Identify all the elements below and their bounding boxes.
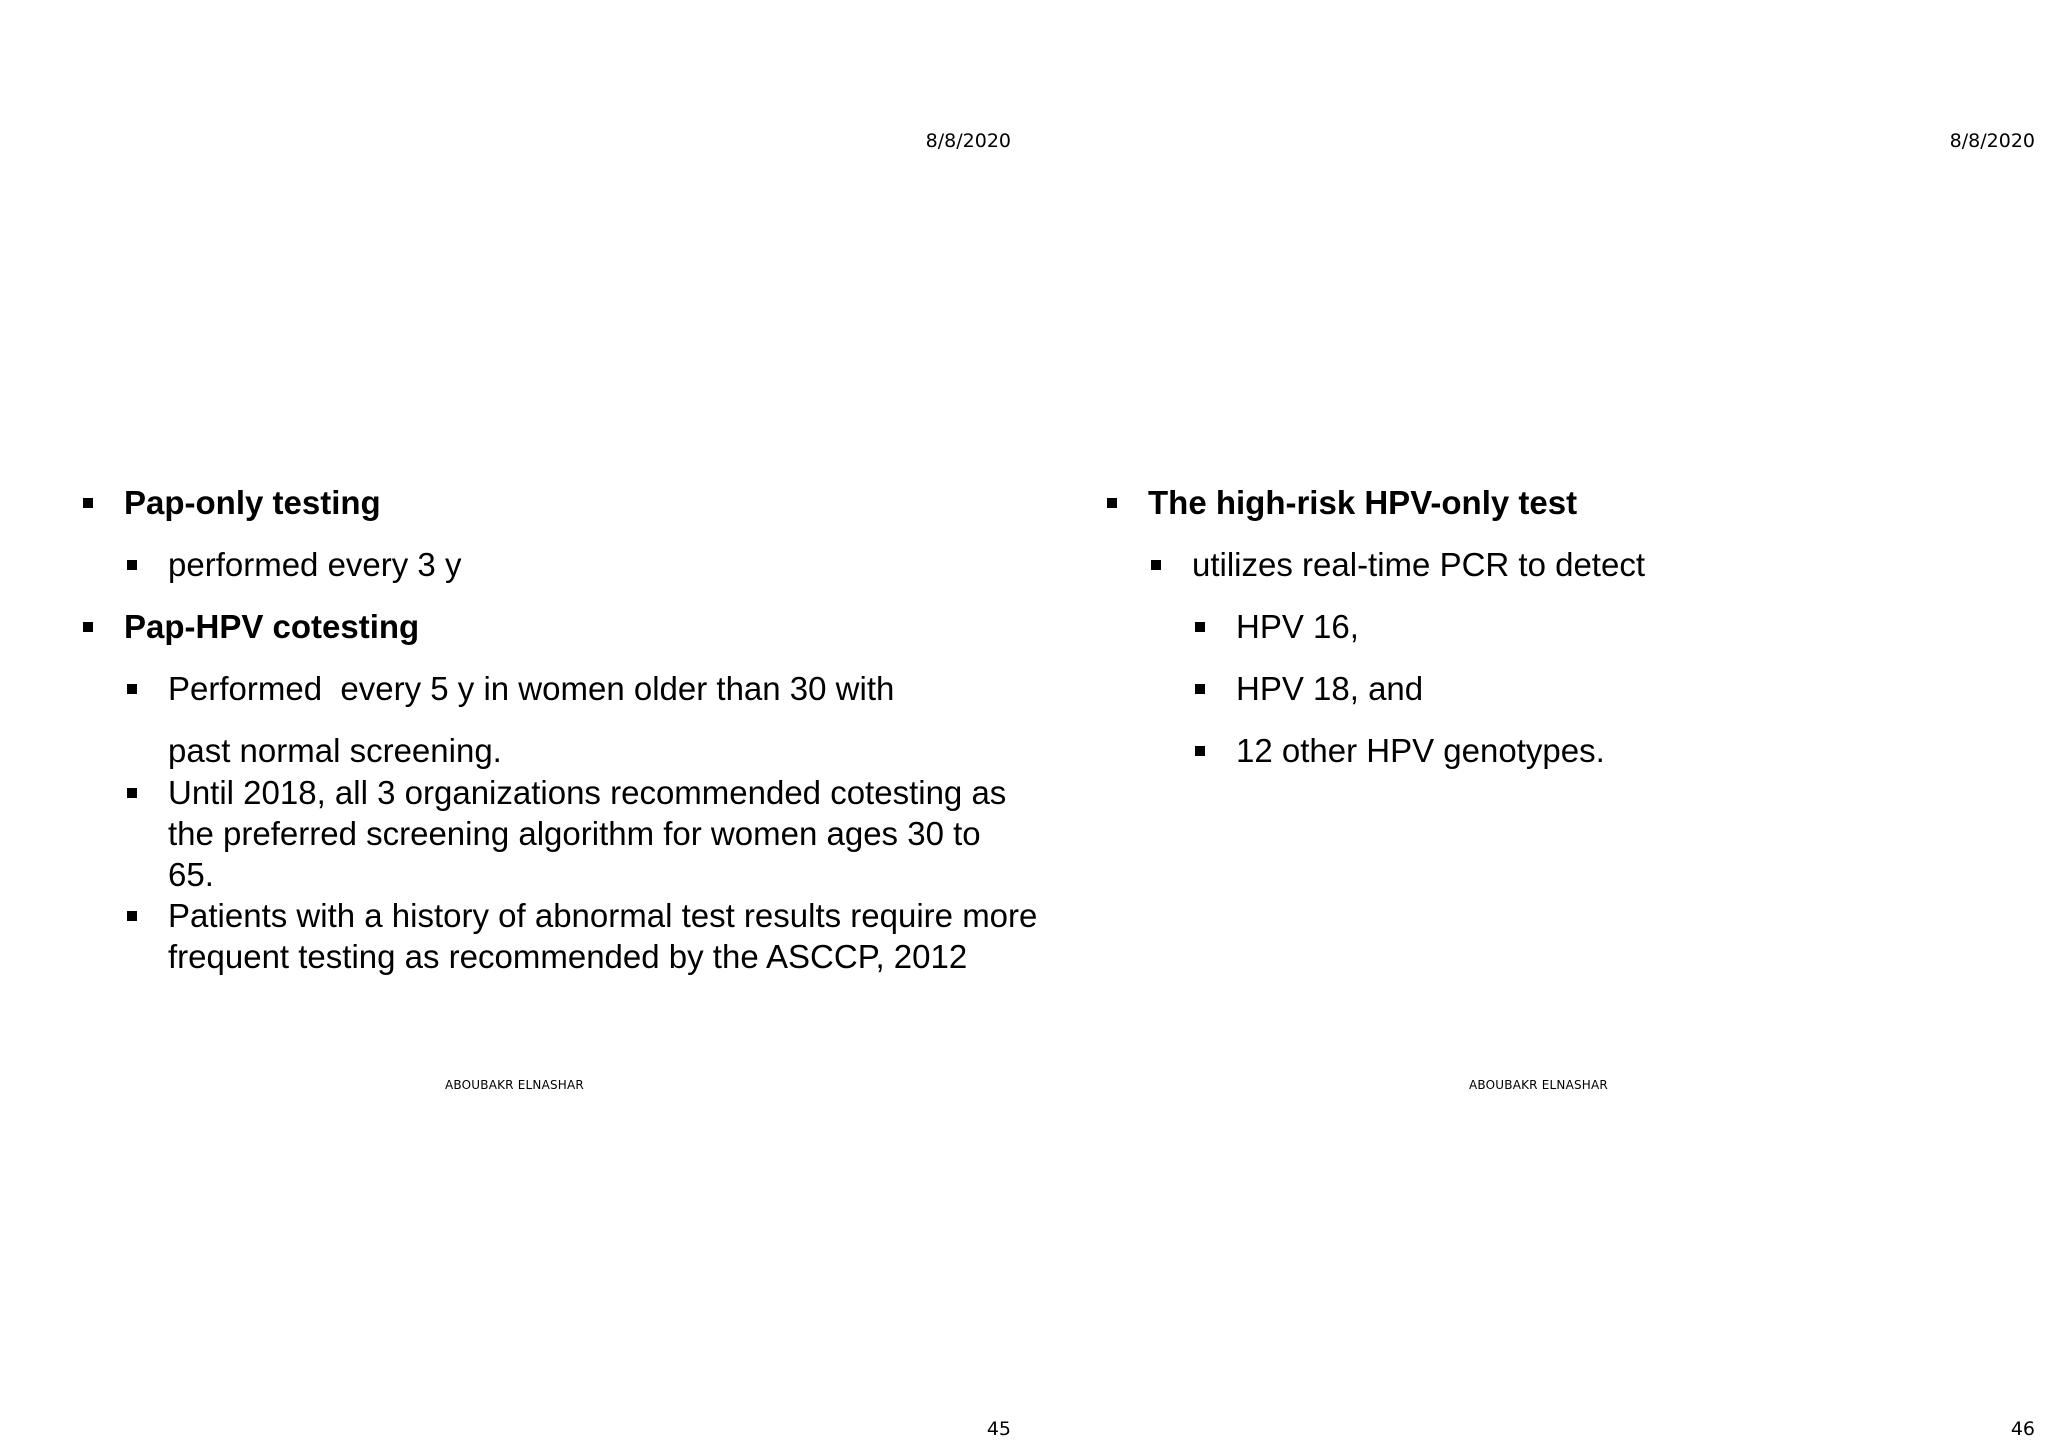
sub-bullet-every-3-y: performed every 3 y xyxy=(80,534,960,596)
sub-sub-bullet-hpv-16: HPV 16, xyxy=(1104,596,1984,658)
square-bullet-icon xyxy=(1195,622,1205,632)
square-bullet-icon xyxy=(1107,498,1117,508)
slide-date: 8/8/2020 xyxy=(1949,130,2035,152)
square-bullet-icon xyxy=(127,788,137,798)
page-number: 46 xyxy=(2010,1418,2035,1440)
square-bullet-icon xyxy=(1195,684,1205,694)
bullet-pap-hpv-cotesting: Pap-HPV cotesting xyxy=(80,596,960,658)
square-bullet-icon xyxy=(1151,560,1161,570)
sub-bullet-abnormal-results: Patients with a history of abnormal test results require more frequent testing as recommended by the ASCCP, 2012 xyxy=(80,895,1048,977)
square-bullet-icon xyxy=(1195,746,1205,756)
page-number: 45 xyxy=(986,1418,1011,1440)
sub-sub-bullet-hpv-18: HPV 18, and xyxy=(1104,658,1984,720)
bullet-pap-only-testing: Pap-only testing xyxy=(80,472,960,534)
sub-bullet-every-5-y: Performed every 5 y in women older than 30 with past normal screening. xyxy=(80,658,960,782)
square-bullet-icon xyxy=(127,560,137,570)
slide-46 xyxy=(1024,0,2048,1447)
sub-bullet-until-2018: Until 2018, all 3 organizations recommended cotesting as the preferred screening algorithm for women ages 30 to 65. xyxy=(80,772,1028,895)
slide-footer: ABOUBAKR ELNASHAR xyxy=(1469,1078,1608,1092)
square-bullet-icon xyxy=(127,684,137,694)
sub-sub-bullet-other-genotypes: 12 other HPV genotypes. xyxy=(1104,720,1984,782)
slide-footer: ABOUBAKR ELNASHAR xyxy=(445,1078,584,1092)
slide-content xyxy=(1104,472,1984,782)
square-bullet-icon xyxy=(83,622,93,632)
bullet-hpv-only-test: The high-risk HPV-only test xyxy=(1104,472,1984,534)
square-bullet-icon xyxy=(83,498,93,508)
slide-content xyxy=(80,472,1047,977)
square-bullet-icon xyxy=(127,911,137,921)
sub-bullet-real-time-pcr: utilizes real-time PCR to detect xyxy=(1104,534,1984,596)
slide-date: 8/8/2020 xyxy=(925,130,1011,152)
